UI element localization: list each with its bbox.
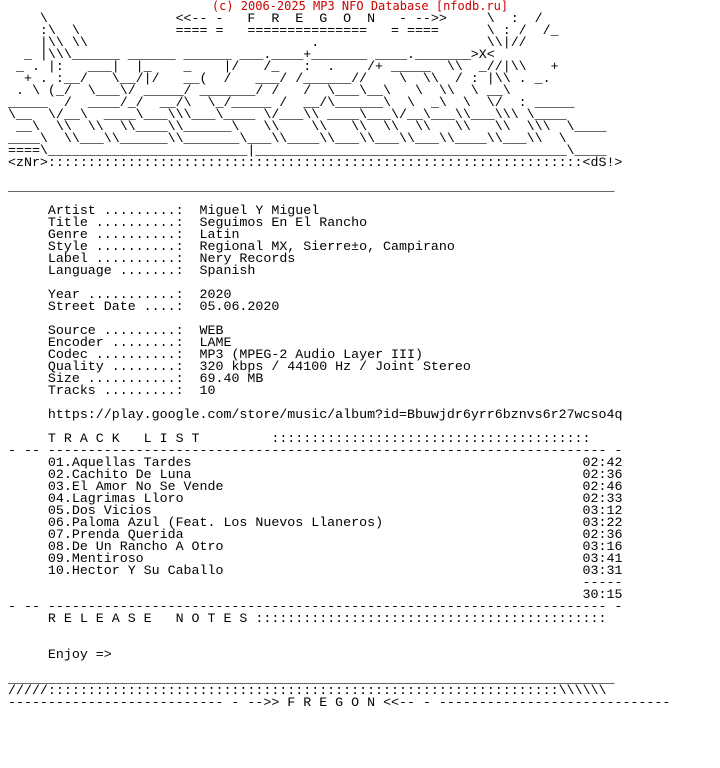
separator-line: - -- ---------------------------------------------------------------------- - xyxy=(8,599,623,614)
field-label: Quality ........: xyxy=(47,359,184,374)
track-duration: 03:16 xyxy=(582,539,623,554)
ascii-banner-line: __\ \\ \\ \\____\\______\ \\ \\ \\ \\ \\ \\ \\ \\\ \____ xyxy=(8,119,607,134)
release-notes-heading: R E L E A S E N O T E S xyxy=(47,611,248,626)
track-duration: 02:33 xyxy=(582,491,623,506)
field-value: Seguimos En El Rancho xyxy=(199,215,368,230)
ascii-banner-line: _ . |: ___| |_ _ |/ /_ : . /+ _____ \\ _//|\\ + xyxy=(8,59,559,74)
track-duration: 02:36 xyxy=(582,467,623,482)
tracklist-heading: T R A C K L I S T xyxy=(47,431,200,446)
track-title: 10.Hector Y Su Caballo xyxy=(47,563,224,578)
field-value: LAME xyxy=(199,335,232,350)
release-notes-text: Enjoy => xyxy=(47,647,112,662)
field-value: Miguel Y Miguel xyxy=(199,203,320,218)
ascii-banner-line: ====\_________________________|_______________________________________\____ xyxy=(8,143,607,158)
track-title: 04.Lagrimas Lloro xyxy=(47,491,184,506)
footer-left-rule: --------------------------- - -->> xyxy=(8,695,280,710)
field-label: Street Date ....: xyxy=(47,299,184,314)
ascii-banner-line: _ |\\\______ ______ ______ ___.____+_______ ____._______>X< xyxy=(8,47,495,62)
field-label: Year ...........: xyxy=(47,287,184,302)
ascii-banner-line: :\ \ ==== = =============== = ==== \ : / /_ xyxy=(8,23,559,38)
field-label: Label ..........: xyxy=(47,251,184,266)
ascii-banner-line: <zNr>:::::::::::::::::::::::::::::::::::::::::::::::::::::::::::::::::::<dS!> xyxy=(8,155,623,170)
heading-fill: :::::::::::::::::::::::::::::::::::::::: xyxy=(271,431,591,446)
field-value: Latin xyxy=(199,227,240,242)
field-value: 320 kbps / 44100 Hz / Joint Stereo xyxy=(199,359,471,374)
site-header: (c) 2006-2025 MP3 NFO Database [nfodb.ru] xyxy=(211,0,509,13)
separator-line: - -- ---------------------------------------------------------------------- - xyxy=(8,443,623,458)
footer-rule: ____________________________________________________________________________ xyxy=(8,671,615,686)
field-label: Title ..........: xyxy=(47,215,184,230)
field-value: MP3 (MPEG-2 Audio Layer III) xyxy=(199,347,423,362)
field-label: Codec ..........: xyxy=(47,347,184,362)
field-label: Style ..........: xyxy=(47,239,184,254)
field-label: Language .......: xyxy=(47,263,184,278)
track-title: 07.Prenda Querida xyxy=(47,527,184,542)
track-title: 03.El Amor No Se Vende xyxy=(47,479,224,494)
field-value: Spanish xyxy=(199,263,256,278)
field-label: Artist .........: xyxy=(47,203,184,218)
divider-line: ____________________________________________________________________________ xyxy=(8,179,615,194)
track-title: 05.Dos Vicios xyxy=(47,503,152,518)
track-duration: 02:42 xyxy=(582,455,623,470)
field-label: Tracks .........: xyxy=(47,383,184,398)
track-duration: 03:31 xyxy=(582,563,623,578)
field-value: 69.40 MB xyxy=(199,371,264,386)
track-title: 08.De Un Rancho A Otro xyxy=(47,539,224,554)
ascii-banner-line: \__ \/__\ ____\___\\\___\____ \/___\\ ____\___\/__\___\\___\\\ \____ xyxy=(8,107,567,122)
track-duration: 03:41 xyxy=(582,551,623,566)
ascii-banner-line: \ <<-- - F R E G O N - -->> \ : / xyxy=(8,11,543,26)
track-duration: 02:46 xyxy=(582,479,623,494)
ascii-banner-line: . \ (_/ \___\/ _____/ _______/ / / \___\__\ \ \\ \ __\ xyxy=(8,83,511,98)
field-value: Regional MX, Sierre±o, Campirano xyxy=(199,239,455,254)
footer-brand: F R E G O N xyxy=(287,695,376,710)
track-duration: 03:22 xyxy=(582,515,623,530)
ascii-banner-line: ____\ \\___\\______\\_______\___\\____\\___\\___\\___\\____\\___\\ \ xyxy=(8,131,567,146)
ascii-banner-line: _____ / ____/_/ __/\ \_/_____ / __/\______\ \ _\ \ \/ : _____ xyxy=(8,95,575,110)
footer-right-rule: <<-- - ----------------------------- xyxy=(383,695,671,710)
track-duration: 03:12 xyxy=(582,503,623,518)
track-title: 06.Paloma Azul (Feat. Los Nuevos Llaneros) xyxy=(47,515,384,530)
field-value: 10 xyxy=(199,383,216,398)
field-label: Source .........: xyxy=(47,323,184,338)
field-label: Encoder ........: xyxy=(47,335,184,350)
track-title: 01.Aquellas Tardes xyxy=(47,455,192,470)
field-label: Size ...........: xyxy=(47,371,184,386)
track-title: 02.Cachito De Luna xyxy=(47,467,192,482)
total-rule: ----- xyxy=(582,575,623,590)
total-duration: 30:15 xyxy=(582,587,623,602)
field-value: Nery Records xyxy=(199,251,296,266)
nfo-text xyxy=(8,13,670,709)
track-duration: 02:36 xyxy=(582,527,623,542)
ascii-banner-line: |\\ \\ . \\|// xyxy=(8,35,527,50)
field-label: Genre ..........: xyxy=(47,227,184,242)
album-url: https://play.google.com/store/music/album?id=Bbuwjdr6yrr6bznvs6r27wcso4q xyxy=(47,407,623,422)
footer-dots: /////::::::::::::::::::::::::::::::::::::::::::::::::::::::::::::::::\\\\\\ xyxy=(8,683,607,698)
track-title: 09.Mentiroso xyxy=(47,551,144,566)
heading-fill: :::::::::::::::::::::::::::::::::::::::::::: xyxy=(255,611,607,626)
ascii-banner-line: + . :__/ \__/|/ __( / ___/ /______// \ \\ / : |\\ . _. xyxy=(8,71,551,86)
field-value: WEB xyxy=(199,323,224,338)
field-value: 05.06.2020 xyxy=(199,299,280,314)
field-value: 2020 xyxy=(199,287,232,302)
